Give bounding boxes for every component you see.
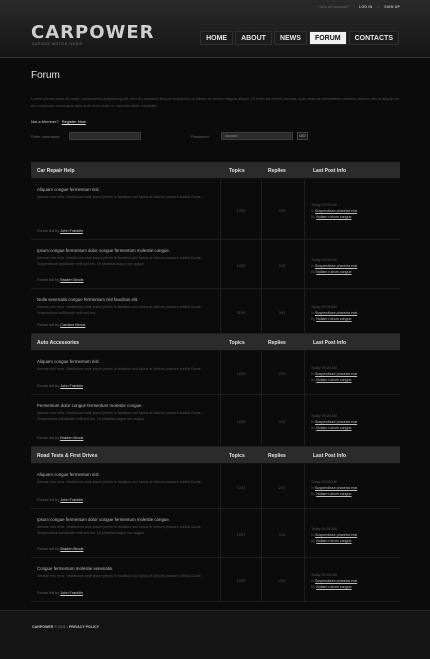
last-post-author-link[interactable]: Nullam rutrum congue — [316, 215, 352, 219]
last-post-by-label: By — [311, 585, 316, 589]
col-replies-header: Replies — [268, 340, 286, 346]
topic-leader-label: Forum led by — [37, 436, 60, 440]
site-logo[interactable]: CARPOWER — [31, 22, 155, 43]
topic-author-link[interactable]: John Franklin — [60, 229, 84, 233]
topic-author-link[interactable]: Braden Brook — [60, 547, 84, 551]
last-post-author-link[interactable]: Nullam rutrum congue — [316, 492, 352, 496]
table-row — [31, 395, 400, 447]
last-post-info — [311, 304, 399, 322]
col-topics-header: Topics — [229, 168, 245, 174]
last-post-info — [311, 202, 399, 220]
last-post-topic-link[interactable]: Suspendisse pharetra erat — [315, 372, 358, 376]
last-post-topic-link[interactable]: Suspendisse pharetra erat — [315, 579, 358, 583]
section-title[interactable]: Road Tests & First Drives — [37, 453, 98, 459]
topic-leader — [37, 498, 83, 502]
nav-contacts[interactable]: CONTACTS — [349, 31, 399, 45]
last-post-date: Today 09:28 AM — [311, 573, 337, 577]
member-line — [31, 119, 400, 124]
col-replies-header: Replies — [268, 168, 286, 174]
topic-description: Aenean nec eros. Vestibulum ante ipsum primis in faucibus orci luctus et ultrices posuere cubilia Curae; — [37, 480, 202, 484]
last-post-author-link[interactable]: Nullam rutrum congue — [316, 585, 352, 589]
table-row — [31, 179, 400, 240]
last-post-by-label: By — [311, 215, 316, 219]
table-row — [31, 289, 400, 334]
topic-description: Aenean nec eros. Vestibulum ante ipsum primis in faucibus orci luctus et ultrices posuere cubilia Curae; — [37, 367, 202, 371]
table-row — [31, 464, 400, 509]
replies-count: 115 — [278, 419, 286, 424]
last-post-date: Today 09:28 AM — [311, 305, 337, 309]
last-post-info — [311, 479, 399, 497]
last-post-author-link[interactable]: Nullam rutrum congue — [316, 426, 352, 430]
last-post-by-label: By — [311, 426, 316, 430]
topic-leader-label: Forum led by — [37, 591, 60, 595]
account-lead: Have an account? — [318, 5, 350, 9]
topic-leader — [37, 229, 83, 233]
replies-count: 210 — [278, 578, 286, 583]
topic-leader-label: Forum led by — [37, 323, 60, 327]
topics-count: 1057 — [236, 532, 246, 537]
last-post-topic-link[interactable]: Suspendisse pharetra erat — [315, 533, 358, 537]
topic-leader — [37, 436, 83, 440]
topic-author-link[interactable]: Braden Brook — [60, 278, 84, 282]
forum-table — [31, 162, 400, 602]
nav-news[interactable]: NEWS — [274, 31, 307, 45]
member-question: Not a Member? — [31, 119, 59, 124]
last-post-in-label: In — [311, 372, 314, 376]
nav-about[interactable]: ABOUT — [235, 31, 272, 45]
table-row — [31, 509, 400, 558]
last-post-in-label: In — [311, 311, 314, 315]
section-header — [31, 334, 400, 351]
replies-count: 210 — [278, 208, 286, 213]
topic-title[interactable]: Nulla venenatis congue fermentum nisl faucibus elit. — [37, 297, 139, 302]
footer-copy — [32, 625, 99, 629]
login-link[interactable]: LOG IN — [359, 5, 373, 9]
topics-count: 1020 — [236, 578, 246, 583]
main-nav — [200, 31, 399, 45]
go-button[interactable]: GO — [297, 132, 308, 140]
last-post-by-label: By — [311, 539, 316, 543]
last-post-by-label: By — [311, 270, 316, 274]
site-header — [0, 0, 430, 58]
topics-count: 1230 — [236, 371, 246, 376]
footer-brand: CARPOWER — [32, 625, 54, 629]
topic-title[interactable]: Aliquam congue fermentum nisl. — [37, 187, 100, 192]
last-post-author-link[interactable]: Nullam rutrum congue — [316, 317, 352, 321]
topic-leader-label: Forum led by — [37, 547, 60, 551]
last-post-in-label: In — [311, 533, 314, 537]
table-row — [31, 558, 400, 602]
section-header — [31, 162, 400, 179]
username-input[interactable] — [69, 132, 141, 140]
footer-copyright: © 2011 • — [54, 625, 69, 629]
topic-author-link[interactable]: John Franklin — [60, 498, 84, 502]
last-post-topic-link[interactable]: Suspendisse pharetra erat — [315, 420, 358, 424]
topic-leader-label: Forum led by — [37, 229, 60, 233]
topic-leader — [37, 323, 85, 327]
topic-title[interactable]: Ipsum congue fermentum dolor congue fermentum molestie congue. — [37, 517, 171, 522]
topic-description: Aenean nec eros. Vestibulum ante ipsum primis in faucibus orci luctus et ultrices posuere cubilia Curae; Suspendisse sollicitudin velit sed leo. Ut pharetra augue nec augue. — [37, 411, 202, 421]
topic-title[interactable]: Ipsum congue fermentum dolor congue fermentum molestie congue. — [37, 248, 171, 253]
last-post-topic-link[interactable]: Suspendisse pharetra erat — [315, 209, 358, 213]
last-post-author-link[interactable]: Nullam rutrum congue — [316, 270, 352, 274]
last-post-by-label: By — [311, 317, 316, 321]
topic-leader — [37, 591, 83, 595]
replies-count: 341 — [278, 310, 286, 315]
last-post-topic-link[interactable]: Suspendisse pharetra erat — [315, 264, 358, 268]
topic-title[interactable]: Congue fermentum molestie venenatis. — [37, 566, 114, 571]
topics-count: 1250 — [236, 419, 246, 424]
col-last-header: Last Post Info — [313, 340, 347, 346]
last-post-by-label: By — [311, 378, 316, 382]
page-title: Forum — [31, 70, 60, 81]
last-post-author-link[interactable]: Nullam rutrum congue — [316, 378, 352, 382]
topic-author-link[interactable]: John Franklin — [60, 591, 84, 595]
last-post-date: Today 09:28 AM — [311, 258, 337, 262]
register-link[interactable]: Register Now — [61, 119, 86, 124]
nav-forum[interactable]: FORUM — [309, 31, 347, 45]
replies-count: 115 — [278, 263, 286, 268]
last-post-in-label: In — [311, 264, 314, 268]
signup-link[interactable]: SIGN UP — [384, 5, 400, 9]
topics-count: 1231 — [236, 485, 246, 490]
main-content — [31, 70, 400, 124]
replies-count: 210 — [278, 371, 286, 376]
topics-count: 1230 — [236, 208, 246, 213]
site-tagline: CARAGE MOTOR NEWS — [32, 42, 83, 46]
last-post-info — [311, 413, 399, 431]
col-topics-header: Topics — [229, 340, 245, 346]
login-form — [31, 132, 400, 142]
topic-description: Aenean nec eros. Vestibulum ante ipsum primis in faucibus orci luctus et ultrices posuere cubilia Curae; Suspendisse sollicitudin velit sed leo. Ut pharetra augue nec augue. — [37, 256, 202, 266]
topic-description: Aenean nec eros. Vestibulum ante ipsum primis in faucibus orci luctus et ultrices posuere cubilia Curae; — [37, 195, 202, 199]
last-post-in-label: In — [311, 420, 314, 424]
topic-author-link[interactable]: John Franklin — [60, 384, 84, 388]
topic-description: Aenean nec eros. Vestibulum ante ipsum primis in faucibus orci luctus et ultrices posuere cubilia Curae; Suspendisse sollicitudin velit sed leo. Ut pharetra augue nec augue. — [37, 525, 202, 535]
topic-leader-label: Forum led by — [37, 498, 60, 502]
section-title[interactable]: Car Repair Help — [37, 168, 75, 174]
col-replies-header: Replies — [268, 453, 286, 459]
account-or: or — [376, 5, 381, 9]
last-post-in-label: In — [311, 209, 314, 213]
last-post-date: Today 09:28 AM — [311, 480, 337, 484]
topics-count: 1050 — [236, 263, 246, 268]
last-post-info — [311, 257, 399, 275]
topic-leader-label: Forum led by — [37, 384, 60, 388]
topic-author-link[interactable]: Braden Brook — [60, 436, 84, 440]
last-post-topic-link[interactable]: Suspendisse pharetra erat — [315, 486, 358, 490]
topic-description: Aenean nec eros. Vestibulum ante ipsum primis in faucibus orci luctus et ultrices posuere cubilia Curae; — [37, 574, 202, 578]
last-post-topic-link[interactable]: Suspendisse pharetra erat — [315, 311, 358, 315]
col-topics-header: Topics — [229, 453, 245, 459]
last-post-by-label: By — [311, 492, 316, 496]
last-post-date: Today 09:28 AM — [311, 203, 337, 207]
topics-count: 1190 — [236, 310, 246, 315]
topic-leader — [37, 278, 83, 282]
replies-count: 210 — [278, 485, 286, 490]
section-title[interactable]: Auto Accessories — [37, 340, 80, 346]
topic-author-link[interactable]: Caroline Brook — [60, 323, 86, 327]
table-row — [31, 240, 400, 289]
last-post-info — [311, 365, 399, 383]
account-links: Have an account? | LOG IN or SIGN UP — [318, 5, 400, 9]
last-post-date: Today 09:28 AM — [311, 414, 337, 418]
privacy-link[interactable]: PRIVACY POLICY — [69, 625, 100, 629]
table-row — [31, 351, 400, 395]
topic-title[interactable]: Aliquam congue fermentum nisl. — [37, 472, 100, 477]
last-post-info — [311, 572, 399, 590]
col-last-header: Last Post Info — [313, 453, 347, 459]
password-input[interactable]: ••••••••• — [221, 132, 293, 140]
last-post-in-label: In — [311, 579, 314, 583]
section-header — [31, 447, 400, 464]
last-post-in-label: In — [311, 486, 314, 490]
last-post-date: Today 09:28 AM — [311, 527, 337, 531]
password-label: Password: — [191, 134, 210, 139]
last-post-info — [311, 526, 399, 544]
topic-description: Aenean nec eros. Vestibulum ante ipsum primis in faucibus orci luctus et ultrices posuere cubilia Curae; Suspendisse sollicitudin velit sed leo. — [37, 305, 202, 315]
last-post-date: Today 09:28 AM — [311, 366, 337, 370]
replies-count: 115 — [278, 532, 286, 537]
topic-leader — [37, 384, 83, 388]
username-label: Enter username: — [31, 134, 61, 139]
nav-home[interactable]: HOME — [200, 31, 233, 45]
topic-title[interactable]: Aliquam congue fermentum nisl. — [37, 359, 100, 364]
topic-leader-label: Forum led by — [37, 278, 60, 282]
col-last-header: Last Post Info — [313, 168, 347, 174]
topic-title[interactable]: Fermentum dolor congue fermentum molestie congue. — [37, 403, 143, 408]
last-post-author-link[interactable]: Nullam rutrum congue — [316, 539, 352, 543]
site-footer — [0, 610, 430, 659]
topic-leader — [37, 547, 83, 551]
intro-text: Lorem ipsum dolor sit amet, consectetur adipisicing elit, sed do eiusmod tempor incididunt ut labore et dolore magna aliqua. Ut enim ad minim veniam, quis nostrud exercitation ullamco laboris nisi ut aliquip ex ea commodo consequat duis aute irure dolor in reprehenderit voluptate. — [31, 96, 399, 108]
